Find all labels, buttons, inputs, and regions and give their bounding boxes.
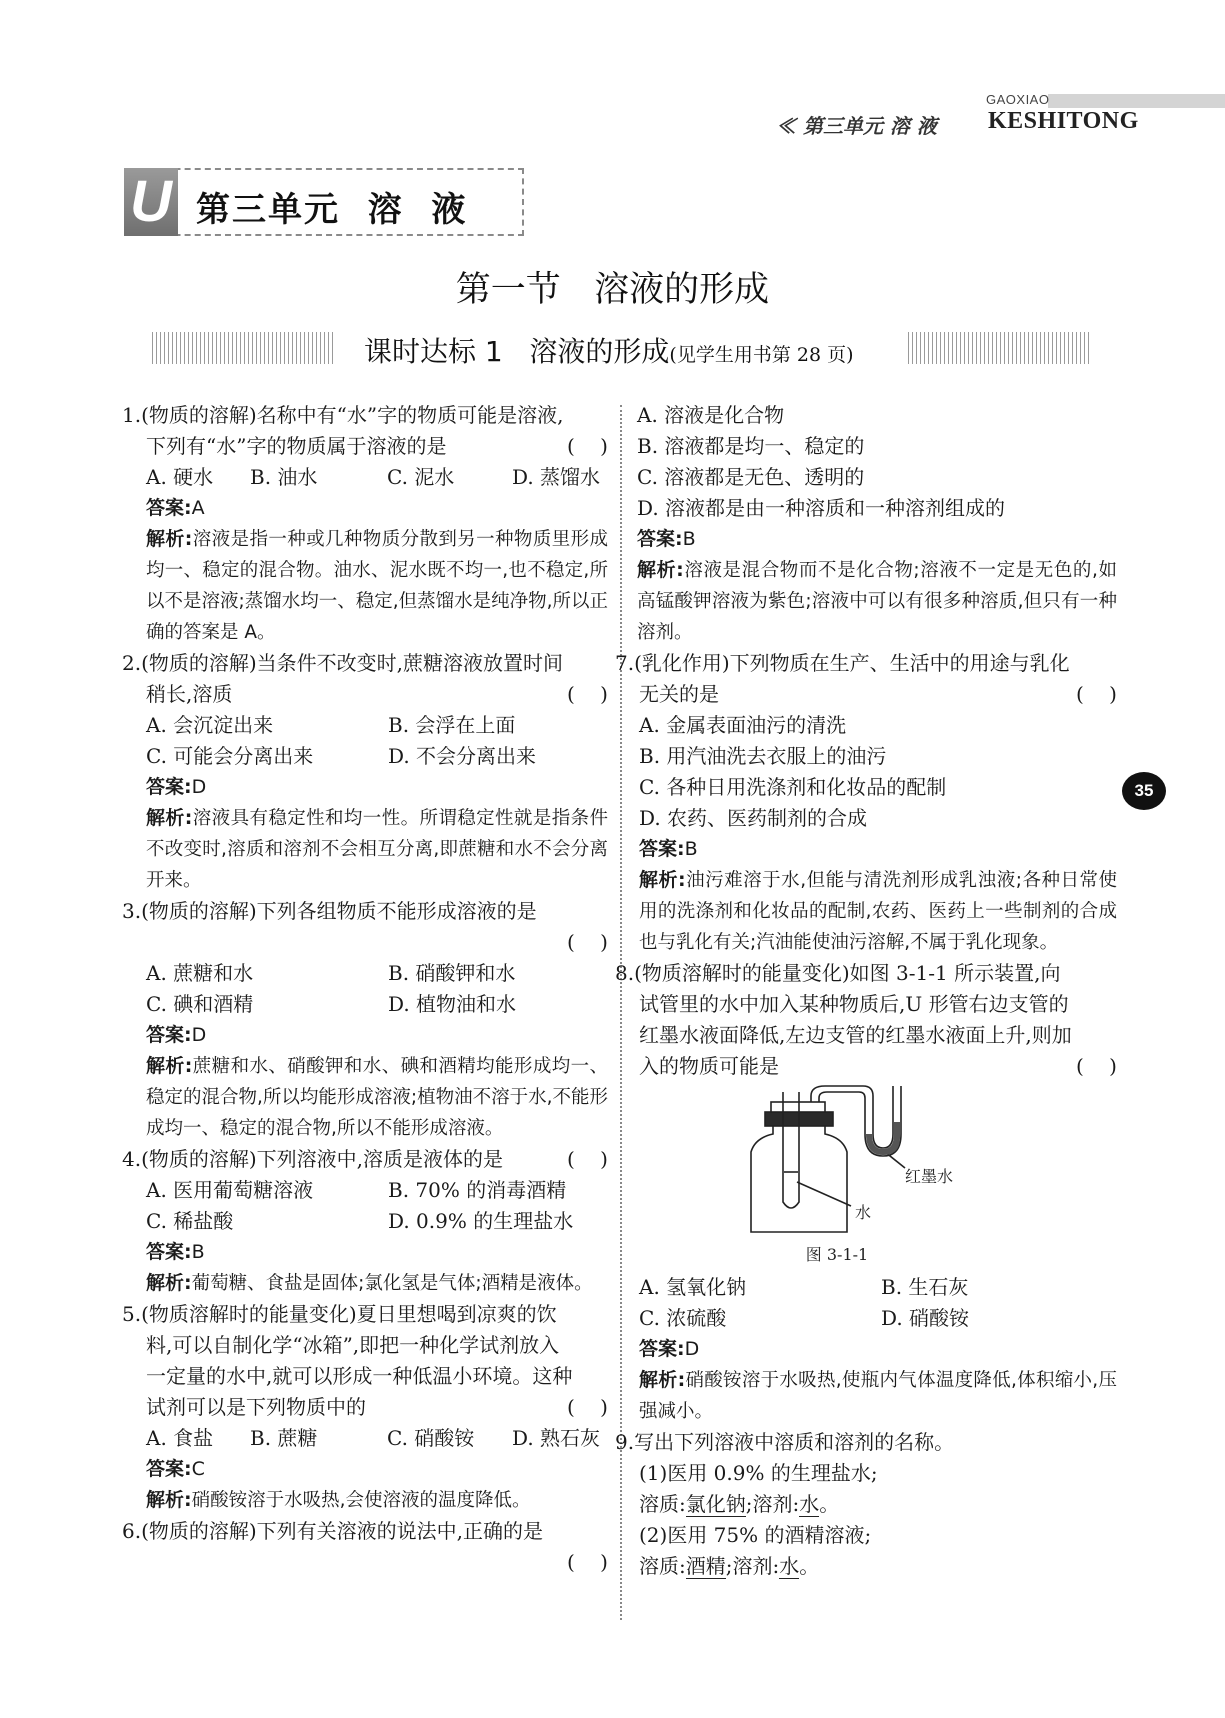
q5-answer [122,1454,608,1485]
header-unit-title: ≪ 第三单元 溶 液 [776,114,937,138]
q4-line-1 [122,1144,608,1175]
figure-caption: 图 3-1-1 [805,1245,869,1264]
q8-answer-value: D [684,1338,700,1360]
header-keshitong: KESHITONG [988,108,1139,134]
q6-bracket-line [122,1547,608,1578]
q9-solute-1: 氯化钠 [685,1492,746,1516]
question-2 [122,648,608,896]
q9-part-1: (1)医用 0.9% 的生理盐水; [639,1461,878,1485]
q5-option-d: D. 熟石灰 [512,1426,601,1450]
q1-analysis [122,524,608,648]
question-5 [122,1299,608,1516]
q9-solvent-label-2: ;溶剂: [725,1554,780,1578]
q4-answer [122,1237,608,1268]
q7-analysis-label: 解析: [639,869,686,891]
q5-analysis [122,1485,608,1516]
q3-analysis [122,1051,608,1144]
question-6-rest [637,400,1117,648]
q5-answer-bracket: ( ) [566,1395,608,1419]
page-number-badge: 35 [1122,772,1166,810]
lesson-title-text: 课时达标 1 溶液的形成 [364,335,670,368]
q2-option-a: A. 会沉淀出来 [146,713,274,737]
q1-line-2 [122,431,608,462]
q6-option-c: C. 溶液都是无色、透明的 [637,465,865,489]
question-9 [615,1427,1117,1582]
q5-option-b: B. 蔗糖 [250,1426,318,1450]
q5-option-a: A. 食盐 [146,1426,214,1450]
q3-answer-label: 答案: [146,1024,192,1046]
water-leader-line [797,1182,851,1206]
q1-analysis-text: 溶液是指一种或几种物质分散到另一种物质里形成均一、稳定的混合物。油水、泥水既不均一,也不稳定,所以不是溶液;蒸馏水均一、稳定,但蒸馏水是纯净物,所以正确的答案是 A。 [146,529,608,643]
q6-analysis [637,555,1117,648]
q6-option-b: B. 溶液都是均一、稳定的 [637,434,865,458]
q4-options-row-2 [122,1206,608,1237]
q9-solute-label-2: 溶质: [639,1554,686,1578]
right-hatch-decoration [908,332,1090,364]
apparatus-diagram [615,1082,1095,1272]
q4-line-1-text: 4.(物质的溶解)下列溶液中,溶质是液体的是 [122,1147,504,1171]
q9-part-1-answer [615,1489,1117,1520]
q8-line-3: 红墨水液面降低,左边支管的红墨水液面上升,则加 [639,1023,1072,1047]
q2-analysis [122,803,608,896]
q8-option-d: D. 硝酸铵 [881,1306,970,1330]
q1-answer-bracket: ( ) [566,434,608,458]
q7-answer [615,834,1117,865]
q1-answer-label: 答案: [146,497,192,519]
q1-option-b: B. 油水 [250,465,318,489]
question-4 [122,1144,608,1299]
q9-end-1: 。 [819,1492,840,1516]
q2-line-2 [122,679,608,710]
q7-analysis [615,865,1117,958]
q8-line-4 [615,1051,1117,1082]
q3-option-c: C. 碘和酒精 [146,992,254,1016]
q8-option-b: B. 生石灰 [881,1275,969,1299]
q7-answer-bracket: ( ) [1075,682,1117,706]
q5-analysis-text: 硝酸铵溶于水吸热,会使溶液的温度降低。 [191,1490,531,1511]
lesson-note: (见学生用书第 28 页) [669,344,854,366]
q4-options-row-1 [122,1175,608,1206]
q9-solute-2: 酒精 [685,1554,726,1578]
q3-answer [122,1020,608,1051]
q2-answer-bracket: ( ) [566,682,608,706]
q2-options-row-2 [122,741,608,772]
q8-analysis-text: 硝酸铵溶于水吸热,使瓶内气体温度降低,体积缩小,压强减小。 [639,1370,1117,1422]
q4-analysis [122,1268,608,1299]
q7-answer-value: B [684,838,698,860]
q6-answer [637,524,1117,555]
q1-line-1: 1.(物质的溶解)名称中有“水”字的物质可能是溶液, [122,403,564,427]
q2-option-d: D. 不会分离出来 [388,744,537,768]
q7-line-1: 7.(乳化作用)下列物质在生产、生活中的用途与乳化 [615,651,1070,675]
q4-option-d: D. 0.9% 的生理盐水 [388,1209,574,1233]
q8-options-row-2 [615,1303,1117,1334]
q6-analysis-label: 解析: [637,559,684,581]
q8-line-4-text: 入的物质可能是 [639,1054,779,1078]
q7-answer-label: 答案: [639,838,685,860]
label-red-ink: 红墨水 [905,1167,954,1186]
q2-options-row-1 [122,710,608,741]
q3-option-d: D. 植物油和水 [388,992,517,1016]
q7-line-2 [615,679,1117,710]
q2-line-2-text: 稍长,溶质 [146,682,233,706]
q2-option-c: C. 可能会分离出来 [146,744,314,768]
q3-line-1: 3.(物质的溶解)下列各组物质不能形成溶液的是 [122,899,537,923]
q6-option-d: D. 溶液都是由一种溶质和一种溶剂组成的 [637,496,1006,520]
q1-option-d: D. 蒸馏水 [512,465,601,489]
q7-option-c: C. 各种日用洗涤剂和化妆品的配制 [639,775,947,799]
q5-line-1: 5.(物质溶解时的能量变化)夏日里想喝到凉爽的饮 [122,1302,557,1326]
q5-line-4 [122,1392,608,1423]
header-gray-bar [1048,94,1225,108]
q4-option-b: B. 70% 的消毒酒精 [388,1178,567,1202]
q9-line-1: 9.写出下列溶液中溶质和溶剂的名称。 [615,1430,955,1454]
q2-answer-label: 答案: [146,776,192,798]
q1-option-c: C. 泥水 [387,465,455,489]
q9-solute-label-1: 溶质: [639,1492,686,1516]
q8-analysis-label: 解析: [639,1369,686,1391]
q9-solvent-label-1: ;溶剂: [745,1492,800,1516]
section-title: 第一节 溶液的形成 [455,270,770,310]
u-tube-inner [873,1086,893,1148]
stopper-top [771,1102,825,1112]
question-7 [615,648,1117,958]
q2-answer-value: D [191,776,207,798]
q5-line-4-text: 试剂可以是下列物质中的 [146,1395,366,1419]
q6-answer-label: 答案: [637,528,683,550]
q9-solvent-2: 水 [779,1554,800,1578]
q9-end-2: 。 [799,1554,820,1578]
q3-answer-value: D [191,1024,207,1046]
left-hatch-decoration [152,332,334,364]
q2-analysis-label: 解析: [146,807,193,829]
q2-option-b: B. 会浮在上面 [388,713,516,737]
left-column [122,400,608,1578]
q7-analysis-text: 油污难溶于水,但能与清洗剂形成乳浊液;各种日常使用的洗涤剂和化妆品的配制,农药、医药上一些制剂的合成也与乳化有关;汽油能使油污溶解,不属于乳化现象。 [639,870,1117,953]
q1-option-a: A. 硬水 [146,465,214,489]
q7-option-d: D. 农药、医药制剂的合成 [639,806,868,830]
red-ink-liquid [866,1122,900,1155]
q4-answer-bracket: ( ) [566,1147,608,1171]
q2-line-1: 2.(物质的溶解)当条件不改变时,蔗糖溶液放置时间 [122,651,564,675]
q5-answer-label: 答案: [146,1458,192,1480]
label-water: 水 [855,1203,872,1222]
q7-option-b: B. 用汽油洗去衣服上的油污 [639,744,887,768]
q5-options [122,1423,608,1454]
q8-options-row-1 [615,1272,1117,1303]
q1-analysis-label: 解析: [146,528,193,550]
q4-option-c: C. 稀盐酸 [146,1209,234,1233]
q5-line-2: 料,可以自制化学“冰箱”,即把一种化学试剂放入 [146,1333,560,1357]
q4-answer-value: B [191,1241,205,1263]
q6-option-a: A. 溶液是化合物 [637,403,785,427]
q1-answer [122,493,608,524]
q7-option-a: A. 金属表面油污的清洗 [639,713,847,737]
q8-line-2: 试管里的水中加入某种物质后,U 形管右边支管的 [639,992,1069,1016]
q6-answer-bracket: ( ) [566,1550,608,1574]
header-gaoxiao: GAOXIAO [986,92,1050,107]
q4-option-a: A. 医用葡萄糖溶液 [146,1178,314,1202]
q3-option-a: A. 蔗糖和水 [146,961,254,985]
q9-part-2: (2)医用 75% 的酒精溶液; [639,1523,872,1547]
q3-analysis-text: 蔗糖和水、硝酸钾和水、碘和酒精均能形成均一、稳定的混合物,所以均能形成溶液;植物油不溶于水,不能形成均一、稳定的混合物,所以不能形成溶液。 [146,1056,608,1139]
q3-options-row-1 [122,958,608,989]
q2-answer [122,772,608,803]
q6-analysis-text: 溶液是混合物而不是化合物;溶液不一定是无色的,如高锰酸钾溶液为紫色;溶液中可以有很多种溶质,但只有一种溶剂。 [637,560,1117,643]
q4-answer-label: 答案: [146,1241,192,1263]
question-1 [122,400,608,648]
question-6-stem [122,1516,608,1578]
unit-letter-badge: U [124,168,178,236]
right-column [615,400,1117,1582]
q8-analysis [615,1365,1117,1427]
q5-answer-value: C [191,1458,205,1480]
q5-line-3: 一定量的水中,就可以形成一种低温小环境。这种 [146,1364,573,1388]
q8-option-c: C. 浓硫酸 [639,1306,727,1330]
q8-figure [615,1082,1095,1272]
q4-analysis-label: 解析: [146,1272,192,1294]
q8-answer-bracket: ( ) [1075,1054,1117,1078]
q8-option-a: A. 氢氧化钠 [639,1275,747,1299]
q9-part-2-answer [615,1551,1117,1582]
question-3 [122,896,608,1144]
q1-line-2-text: 下列有“水”字的物质属于溶液的是 [146,434,447,458]
q3-option-b: B. 硝酸钾和水 [388,961,516,985]
q3-answer-bracket: ( ) [566,930,608,954]
lesson-title [364,330,854,370]
q5-option-c: C. 硝酸铵 [387,1426,475,1450]
q1-options [122,462,608,493]
q5-analysis-label: 解析: [146,1489,192,1511]
q4-analysis-text: 葡萄糖、食盐是固体;氯化氢是气体;酒精是液体。 [191,1273,593,1294]
q7-line-2-text: 无关的是 [639,682,719,706]
q8-answer [615,1334,1117,1365]
unit-title: 第三单元 溶 液 [196,190,468,230]
q8-line-1: 8.(物质溶解时的能量变化)如图 3-1-1 所示装置,向 [615,961,1061,985]
q1-answer-value: A [191,497,205,519]
q3-analysis-label: 解析: [146,1055,193,1077]
q9-solvent-1: 水 [799,1492,820,1516]
question-8 [615,958,1117,1427]
q3-options-row-2 [122,989,608,1020]
q6-answer-value: B [682,528,696,550]
q3-bracket-line [122,927,608,958]
q8-answer-label: 答案: [639,1338,685,1360]
q2-analysis-text: 溶液具有稳定性和均一性。所谓稳定性就是指条件不改变时,溶质和溶剂不会相互分离,即蔗糖和水不会分离开来。 [146,808,608,891]
q6-line-1: 6.(物质的溶解)下列有关溶液的说法中,正确的是 [122,1519,544,1543]
